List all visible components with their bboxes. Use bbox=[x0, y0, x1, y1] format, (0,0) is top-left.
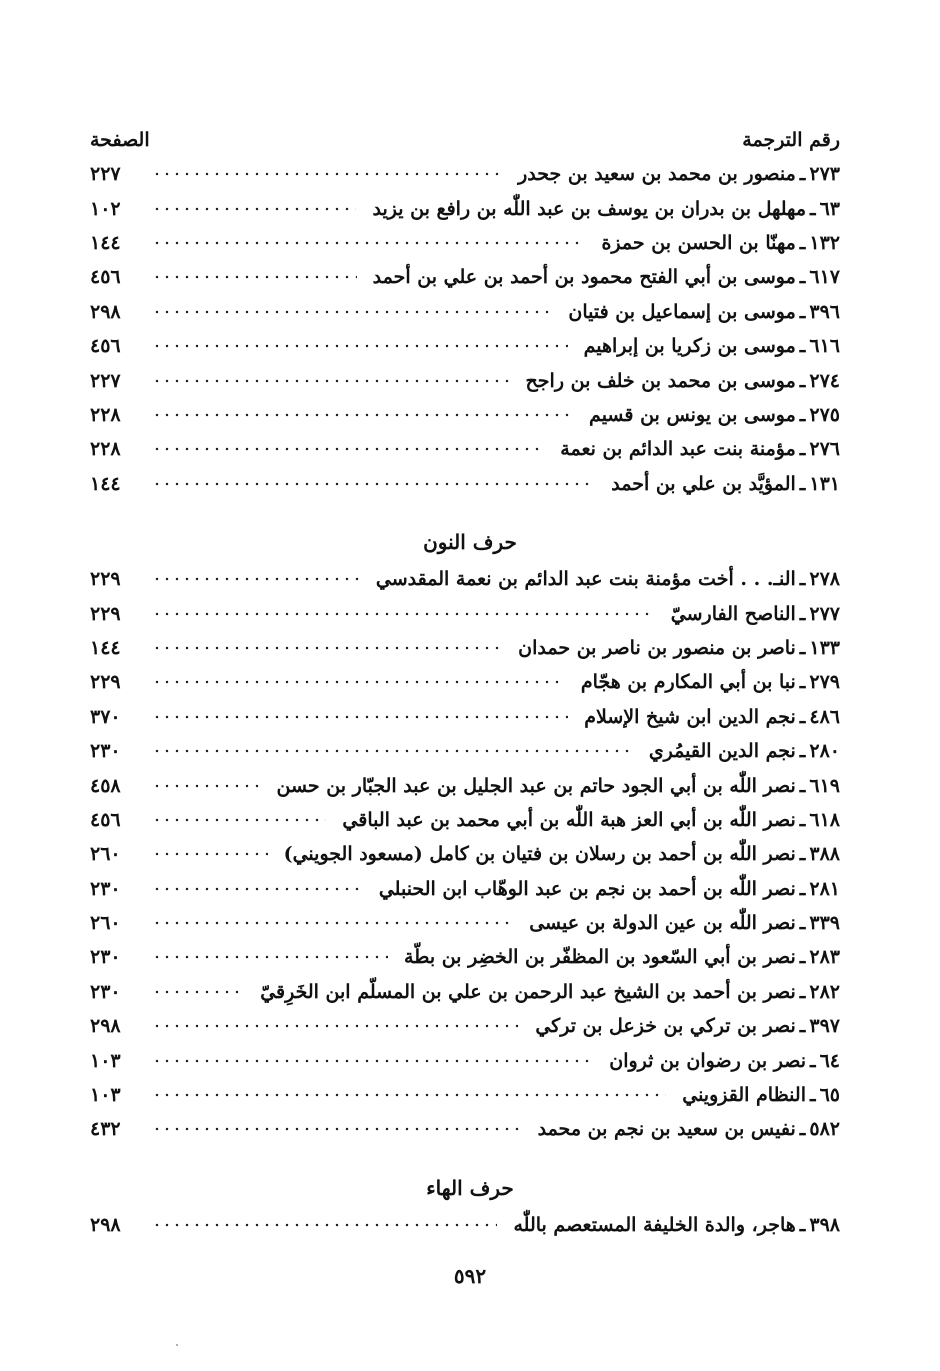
entry-name: نصر بن تركي بن خزعل بن تركي bbox=[535, 1015, 796, 1038]
entry-page: ٤٥٨ bbox=[90, 774, 121, 797]
dot-leader bbox=[152, 204, 356, 214]
index-entry bbox=[90, 734, 840, 768]
entry-number: ٤٨٦ bbox=[809, 705, 840, 728]
entry-page: ١٤٤ bbox=[90, 231, 121, 254]
entry-page: ١٠٣ bbox=[90, 1084, 121, 1107]
entry-name: النـ. . . أخت مؤمنة بنت عبد الدائم بن نعمة المقدسي bbox=[375, 568, 796, 591]
index-entry bbox=[90, 1078, 840, 1112]
entry-page: ١٠٣ bbox=[90, 1049, 121, 1072]
index-entry bbox=[90, 872, 840, 906]
entry-separator: ـ bbox=[799, 602, 806, 625]
dot-leader bbox=[152, 341, 568, 351]
dot-leader bbox=[152, 677, 565, 687]
entry-name: نصر بن أحمد بن الشيخ عبد الرحمن بن علي بن المسلّم ابن الخَرِقيّ bbox=[260, 980, 796, 1003]
entry-separator: ـ bbox=[799, 335, 806, 358]
entry-separator: ـ bbox=[799, 671, 806, 694]
entry-separator: ـ bbox=[810, 197, 816, 220]
dot-leader bbox=[152, 272, 357, 282]
index-entry bbox=[90, 1009, 840, 1043]
entry-number: ٢٧٥ bbox=[809, 403, 840, 426]
entry-page: ١٤٤ bbox=[90, 636, 121, 659]
entries-haa bbox=[90, 1208, 840, 1242]
entry-number: ٢٨٠ bbox=[809, 740, 840, 763]
index-entry bbox=[90, 1208, 840, 1242]
entry-name: نصر اللّٰه بن أبي العز هبة اللّٰه بن أبي محمد بن عبد الباقي bbox=[342, 808, 796, 831]
dot-leader bbox=[152, 884, 363, 894]
index-entry bbox=[90, 295, 840, 329]
entry-name: نصر اللّٰه بن أبي الجود حاتم بن عبد الجليل بن عبد الجبّار بن حسن bbox=[276, 774, 796, 797]
index-entry bbox=[90, 226, 840, 260]
entry-separator: ـ bbox=[799, 472, 806, 495]
entry-separator: ـ bbox=[799, 403, 806, 426]
entry-number: ٥٨٢ bbox=[809, 1118, 840, 1141]
dot-leader bbox=[152, 712, 568, 722]
entry-number: ٢٧٦ bbox=[809, 438, 840, 461]
entry-number: ١٣١ bbox=[809, 472, 840, 495]
entry-page: ٢٢٨ bbox=[90, 403, 121, 426]
entry-separator: ـ bbox=[799, 636, 806, 659]
index-entry bbox=[90, 837, 840, 871]
scan-speck bbox=[176, 1344, 178, 1346]
entry-separator: ـ bbox=[799, 163, 806, 186]
dot-leader bbox=[152, 849, 268, 859]
entry-name: نبا بن أبي المكارم بن هجّام bbox=[580, 671, 796, 694]
dot-leader bbox=[152, 1056, 593, 1066]
entry-page: ٢٣٠ bbox=[90, 946, 121, 969]
entry-page: ٤٥٦ bbox=[90, 335, 121, 358]
index-entry bbox=[90, 700, 840, 734]
entry-name: مهنّا بن الحسن بن حمزة bbox=[601, 231, 796, 254]
entry-number: ٢٨١ bbox=[809, 877, 840, 900]
entry-number: ٢٨٢ bbox=[809, 980, 840, 1003]
entry-number: ٣٩٨ bbox=[809, 1214, 840, 1237]
entry-number: ٣٩٧ bbox=[809, 1015, 840, 1038]
index-entry bbox=[90, 596, 840, 630]
index-entry bbox=[90, 157, 840, 191]
entry-separator: ـ bbox=[799, 1118, 806, 1141]
dot-leader bbox=[152, 815, 326, 825]
entry-separator: ـ bbox=[810, 1049, 816, 1072]
entry-separator: ـ bbox=[799, 266, 806, 289]
entry-name: نجم الدين ابن شيخ الإسلام bbox=[584, 705, 796, 728]
entry-separator: ـ bbox=[799, 912, 806, 935]
entry-number: ١٣٢ bbox=[809, 231, 840, 254]
entry-name: نجم الدين القيمُري bbox=[648, 740, 796, 763]
dot-leader bbox=[152, 169, 502, 179]
dot-leader bbox=[152, 1021, 519, 1031]
entry-separator: ـ bbox=[799, 843, 806, 866]
index-entry bbox=[90, 768, 840, 802]
index-entry bbox=[90, 432, 840, 466]
entry-page: ٢٣٠ bbox=[90, 980, 121, 1003]
index-entry bbox=[90, 363, 840, 397]
entry-name: هاجر، والدة الخليفة المستعصم باللّٰه bbox=[513, 1214, 796, 1237]
entry-page: ١٤٤ bbox=[90, 472, 121, 495]
entry-name: موسى بن محمد بن خلف بن راجح bbox=[525, 369, 796, 392]
entry-number: ٣٣٩ bbox=[809, 912, 840, 935]
entry-separator: ـ bbox=[799, 946, 806, 969]
entry-separator: ـ bbox=[799, 1214, 806, 1237]
entry-number: ٦٥ bbox=[819, 1084, 840, 1107]
index-entry bbox=[90, 665, 840, 699]
entry-number: ٦٣ bbox=[819, 197, 840, 220]
entry-page: ٣٧٠ bbox=[90, 705, 121, 728]
dot-leader bbox=[152, 987, 244, 997]
index-entry bbox=[90, 562, 840, 596]
entry-name: موسى بن زكريا بن إبراهيم bbox=[583, 335, 796, 358]
page-column-label: الصفحة bbox=[90, 129, 150, 151]
entry-page: ٢٣٠ bbox=[90, 740, 121, 763]
dot-leader bbox=[152, 238, 585, 248]
entry-number-column-label: رقم الترجمة bbox=[742, 129, 840, 151]
entry-page: ٢٩٨ bbox=[90, 1214, 121, 1237]
entry-name: ناصر بن منصور بن ناصر بن حمدان bbox=[518, 636, 796, 659]
dot-leader bbox=[152, 952, 388, 962]
entry-separator: ـ bbox=[810, 1084, 816, 1107]
entry-page: ٢٦٠ bbox=[90, 912, 121, 935]
index-entry bbox=[90, 1043, 840, 1077]
entry-separator: ـ bbox=[799, 705, 806, 728]
entry-name: المؤيَّد بن علي بن أحمد bbox=[611, 472, 796, 495]
index-entry bbox=[90, 906, 840, 940]
entry-separator: ـ bbox=[799, 740, 806, 763]
index-entry bbox=[90, 398, 840, 432]
entry-name: نصر بن رضوان بن ثروان bbox=[609, 1049, 806, 1072]
index-entry bbox=[90, 1112, 840, 1146]
entry-name: مؤمنة بنت عبد الدائم بن نعمة bbox=[560, 438, 796, 461]
entry-name: نصر اللّٰه بن عين الدولة بن عيسى bbox=[529, 912, 796, 935]
entry-number: ٢٧٣ bbox=[809, 163, 840, 186]
entry-page: ٤٥٦ bbox=[90, 266, 121, 289]
entry-name: نصر بن أبي السّعود بن المظفّر بن الخضِر بن بطّة bbox=[404, 946, 796, 969]
dot-leader bbox=[152, 781, 261, 791]
entry-name: نصر اللّٰه بن أحمد بن رسلان بن فتيان بن كامل (مسعود الجويني) bbox=[283, 843, 796, 866]
dot-leader bbox=[152, 1220, 497, 1230]
column-header bbox=[90, 124, 840, 156]
index-entry bbox=[90, 191, 840, 225]
page-number: ٥٩٢ bbox=[453, 1264, 487, 1288]
entry-number: ٦١٨ bbox=[809, 808, 840, 831]
index-entry bbox=[90, 940, 840, 974]
entry-separator: ـ bbox=[799, 877, 806, 900]
entry-number: ٢٧٩ bbox=[809, 671, 840, 694]
entry-name: منصور بن محمد بن سعيد بن جحدر bbox=[518, 163, 796, 186]
entry-page: ٢٩٨ bbox=[90, 1015, 121, 1038]
section-heading-haa: حرف الهاء bbox=[426, 1176, 514, 1200]
dot-leader bbox=[152, 574, 360, 584]
dot-leader bbox=[152, 307, 552, 317]
index-entry bbox=[90, 975, 840, 1009]
dot-leader bbox=[152, 1090, 666, 1100]
entry-name: نفيس بن سعيد بن نجم بن محمد bbox=[537, 1118, 796, 1141]
entry-number: ٢٧٧ bbox=[809, 602, 840, 625]
dot-leader bbox=[152, 609, 655, 619]
index-entry bbox=[90, 631, 840, 665]
dot-leader bbox=[152, 444, 544, 454]
dot-leader bbox=[152, 479, 595, 489]
entry-page: ٢٢٨ bbox=[90, 438, 121, 461]
entry-number: ١٣٣ bbox=[809, 636, 840, 659]
entry-number: ٣٩٦ bbox=[809, 300, 840, 323]
entry-page: ٢٦٠ bbox=[90, 843, 121, 866]
entry-name: موسى بن أبي الفتح محمود بن أحمد بن علي بن أحمد bbox=[372, 266, 796, 289]
entry-separator: ـ bbox=[799, 808, 806, 831]
entry-page: ٢٢٩ bbox=[90, 602, 121, 625]
entry-page: ٤٣٢ bbox=[90, 1118, 121, 1141]
entry-number: ٦٤ bbox=[819, 1049, 840, 1072]
index-entry bbox=[90, 803, 840, 837]
dot-leader bbox=[152, 376, 510, 386]
entry-number: ٢٧٨ bbox=[809, 568, 840, 591]
entry-page: ٢٢٩ bbox=[90, 671, 121, 694]
entry-separator: ـ bbox=[799, 369, 806, 392]
entry-page: ٢٣٠ bbox=[90, 877, 121, 900]
entries-noon bbox=[90, 562, 840, 1147]
entry-number: ٣٨٨ bbox=[809, 843, 840, 866]
entry-separator: ـ bbox=[799, 300, 806, 323]
entry-separator: ـ bbox=[799, 980, 806, 1003]
entry-name: النظام القزويني bbox=[682, 1084, 806, 1107]
entry-page: ٤٥٦ bbox=[90, 808, 121, 831]
entry-page: ٢٩٨ bbox=[90, 300, 121, 323]
entry-page: ٢٢٧ bbox=[90, 163, 121, 186]
entry-separator: ـ bbox=[799, 438, 806, 461]
entry-separator: ـ bbox=[799, 231, 806, 254]
dot-leader bbox=[152, 746, 633, 756]
entry-page: ٢٢٩ bbox=[90, 568, 121, 591]
entry-separator: ـ bbox=[799, 1015, 806, 1038]
entries-meem bbox=[90, 157, 840, 501]
index-entry bbox=[90, 260, 840, 294]
entry-number: ٦١٩ bbox=[809, 774, 840, 797]
entry-name: موسى بن يونس بن قسيم bbox=[589, 403, 796, 426]
entry-name: الناصح الفارسيّ bbox=[670, 602, 796, 625]
entry-separator: ـ bbox=[799, 568, 806, 591]
entry-name: موسى بن إسماعيل بن فتيان bbox=[568, 300, 796, 323]
entry-number: ٢٧٤ bbox=[809, 369, 840, 392]
entry-separator: ـ bbox=[799, 774, 806, 797]
entry-page: ١٠٢ bbox=[90, 197, 121, 220]
entry-name: مهلهل بن بدران بن يوسف بن عبد اللّٰه بن رافع بن يزيد bbox=[372, 197, 806, 220]
entry-number: ٦١٦ bbox=[809, 335, 840, 358]
entry-number: ٢٨٣ bbox=[809, 946, 840, 969]
dot-leader bbox=[152, 410, 573, 420]
entry-number: ٦١٧ bbox=[809, 266, 840, 289]
entry-page: ٢٢٧ bbox=[90, 369, 121, 392]
dot-leader bbox=[152, 1124, 522, 1134]
entry-name: نصر اللّٰه بن أحمد بن نجم بن عبد الوهّاب ابن الحنبلي bbox=[378, 877, 796, 900]
index-entry bbox=[90, 467, 840, 501]
section-heading-noon: حرف النون bbox=[423, 530, 517, 554]
index-entry bbox=[90, 329, 840, 363]
dot-leader bbox=[152, 918, 513, 928]
dot-leader bbox=[152, 643, 502, 653]
